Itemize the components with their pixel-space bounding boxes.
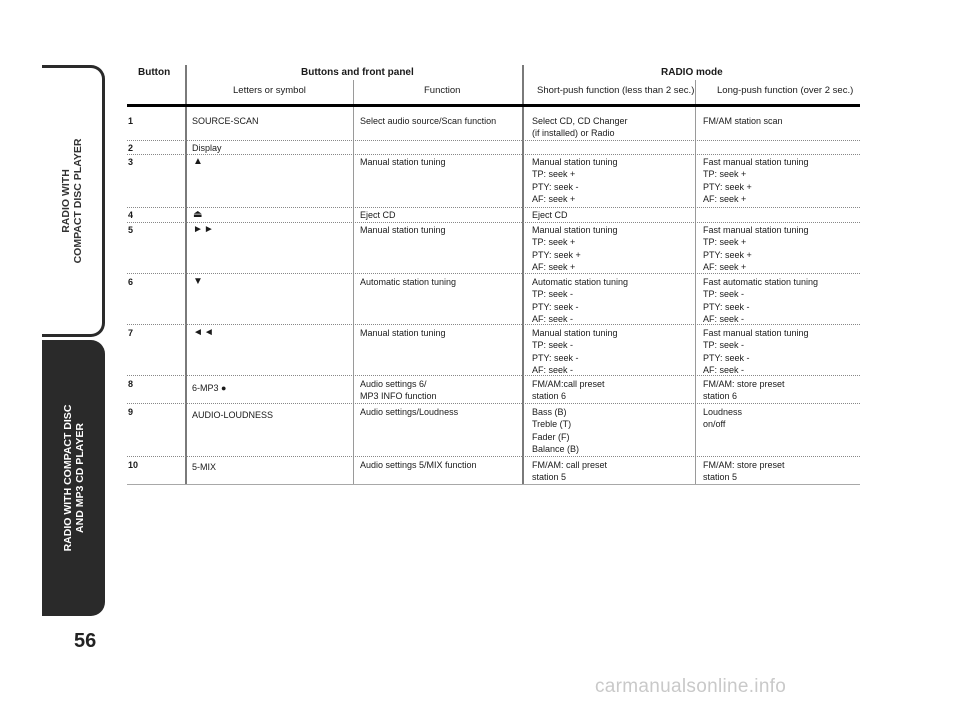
- row-number: 6: [128, 277, 134, 287]
- table-bottom-rule: [127, 484, 860, 485]
- row-number: 4: [128, 210, 134, 220]
- row-short-push: FM/AM: call preset station 5: [532, 460, 608, 483]
- row-long-push: Fast manual station tuning TP: seek - PTY: seek - AF: seek -: [703, 328, 809, 375]
- row-short-push: Select CD, CD Changer (if installed) or Radio: [532, 116, 628, 139]
- row-function: Select audio source/Scan function: [360, 116, 497, 126]
- row-number: 9: [128, 407, 134, 417]
- fast-forward-icon: ►►: [193, 224, 215, 235]
- row-symbol: Display: [192, 143, 222, 153]
- row-separator: [127, 140, 860, 141]
- row-short-push: Automatic station tuning TP: seek - PTY: seek - AF: seek -: [532, 277, 629, 324]
- chapter-tab-active: [42, 340, 105, 616]
- row-function: Audio settings/Loudness: [360, 407, 459, 417]
- row-long-push: Loudness on/off: [703, 407, 743, 430]
- down-arrow-icon: ▼: [193, 276, 204, 287]
- header-button: Button: [138, 67, 171, 78]
- chapter-tab-line1: RADIO WITH: [60, 169, 72, 233]
- header-rule: [127, 104, 860, 107]
- row-long-push: Fast manual station tuning TP: seek + PTY: seek + AF: seek +: [703, 157, 809, 204]
- row-symbol: 6-MP3 ●: [192, 383, 227, 393]
- row-number: 2: [128, 143, 134, 153]
- row-function: Audio settings 5/MIX function: [360, 460, 477, 470]
- watermark-brand: carmanualsonline.info: [595, 676, 787, 697]
- row-number: 3: [128, 157, 134, 167]
- up-arrow-icon: ▲: [193, 156, 204, 167]
- header-radio-mode: RADIO mode: [661, 67, 723, 78]
- header-front-panel: Buttons and front panel: [301, 67, 414, 78]
- row-number: 1: [128, 116, 134, 126]
- row-long-push: FM/AM: store preset station 6: [703, 379, 785, 402]
- row-function: Manual station tuning: [360, 157, 446, 167]
- row-function: Manual station tuning: [360, 225, 446, 235]
- active-tab-line2: AND MP3 CD PLAYER: [73, 423, 86, 533]
- eject-icon: ⏏: [193, 209, 204, 220]
- row-separator: [127, 207, 860, 208]
- rewind-icon: ◄◄: [193, 327, 215, 338]
- row-number: 8: [128, 379, 134, 389]
- column-divider: [185, 65, 187, 485]
- row-short-push: Bass (B) Treble (T) Fader (F) Balance (B): [532, 407, 580, 454]
- row-long-push: FM/AM station scan: [703, 116, 783, 126]
- row-short-push: Manual station tuning TP: seek + PTY: seek - AF: seek +: [532, 157, 618, 204]
- header-function: Function: [424, 85, 461, 96]
- column-divider: [522, 65, 524, 485]
- header-letters: Letters or symbol: [233, 85, 306, 96]
- row-separator: [127, 154, 860, 155]
- row-symbol: SOURCE-SCAN: [192, 116, 259, 126]
- row-number: 7: [128, 328, 134, 338]
- row-long-push: Fast manual station tuning TP: seek + PTY: seek + AF: seek +: [703, 225, 809, 272]
- row-symbol: 5-MIX: [192, 462, 217, 472]
- header-short-push: Short-push function (less than 2 sec.): [537, 85, 695, 96]
- row-short-push: Eject CD: [532, 210, 568, 220]
- row-separator: [127, 222, 860, 223]
- row-short-push: FM/AM:call preset station 6: [532, 379, 605, 402]
- row-number: 10: [128, 460, 139, 470]
- row-number: 5: [128, 225, 134, 235]
- chapter-tab-radio: [42, 65, 105, 337]
- page-number: 56: [74, 630, 97, 652]
- row-separator: [127, 456, 860, 457]
- row-function: Automatic station tuning: [360, 277, 457, 287]
- row-short-push: Manual station tuning TP: seek - PTY: seek - AF: seek -: [532, 328, 618, 375]
- row-symbol: AUDIO-LOUDNESS: [192, 410, 274, 420]
- row-short-push: Manual station tuning TP: seek + PTY: seek + AF: seek +: [532, 225, 618, 272]
- row-function: Eject CD: [360, 210, 396, 220]
- active-tab-line1: RADIO WITH COMPACT DISC: [61, 404, 74, 552]
- chapter-tab-line2: COMPACT DISC PLAYER: [72, 138, 84, 264]
- row-function: Manual station tuning: [360, 328, 446, 338]
- header-long-push: Long-push function (over 2 sec.): [717, 85, 854, 96]
- row-function: Audio settings 6/ MP3 INFO function: [360, 379, 437, 402]
- row-long-push: FM/AM: store preset station 5: [703, 460, 785, 483]
- row-long-push: Fast automatic station tuning TP: seek - PTY: seek - AF: seek -: [703, 277, 819, 324]
- row-separator: [127, 403, 860, 404]
